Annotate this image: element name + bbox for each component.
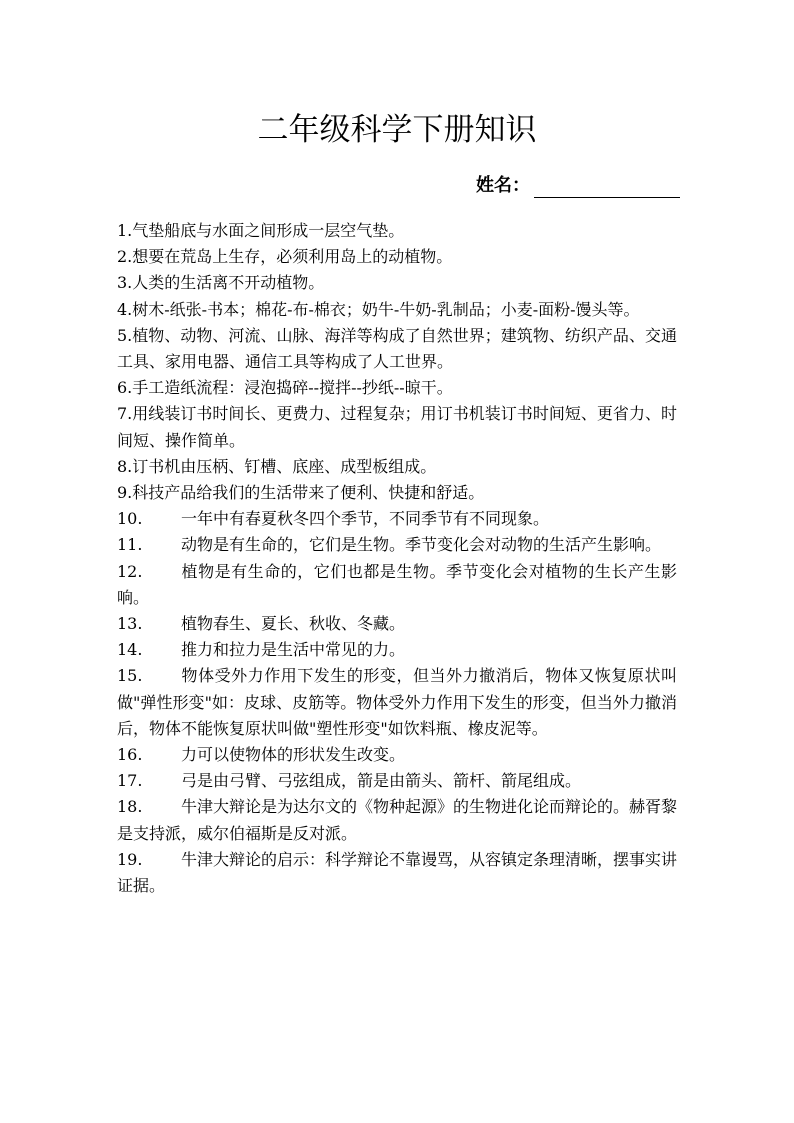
name-label: 姓名： — [476, 175, 530, 196]
item-number: 14. — [117, 640, 143, 660]
name-blank-line[interactable] — [534, 175, 680, 198]
item-text: 手工造纸流程：浸泡捣碎--搅拌--抄纸--晾干。 — [132, 378, 453, 398]
item-number: 11. — [117, 535, 143, 555]
list-item — [117, 794, 677, 846]
item-number: 16. — [117, 745, 143, 765]
item-text: 弓是由弓臂、弓弦组成，箭是由箭头、箭杆、箭尾组成。 — [181, 771, 582, 791]
list-item — [117, 532, 677, 558]
list-item — [117, 270, 677, 296]
item-text: 牛津大辩论是为达尔文的《物种起源》的生物进化论而辩论的。赫胥黎是支持派，威尔伯福斯是反对派。 — [117, 797, 678, 843]
item-text: 动物是有生命的，它们是生物。季节变化会对动物的生活产生影响。 — [181, 535, 662, 555]
item-number: 3. — [117, 273, 133, 293]
item-number: 7. — [117, 404, 133, 424]
list-item — [117, 375, 677, 401]
list-item — [117, 297, 677, 323]
item-text: 推力和拉力是生活中常见的力。 — [181, 640, 406, 660]
item-text: 力可以使物体的形状发生改变。 — [181, 745, 406, 765]
item-number: 4. — [117, 299, 133, 319]
item-number: 12. — [117, 561, 143, 581]
item-text: 树木-纸张-书本；棉花-布-棉衣；奶牛-牛奶-乳制品；小麦-面粉-馒头等。 — [132, 299, 640, 319]
document-title: 二年级科学下册知识 — [257, 112, 537, 148]
item-number: 19. — [117, 849, 143, 869]
item-text: 人类的生活离不开动植物。 — [132, 273, 325, 293]
list-item — [117, 480, 677, 506]
name-field — [476, 168, 680, 198]
list-item — [117, 611, 677, 637]
item-number: 17. — [117, 771, 143, 791]
item-number: 18. — [117, 797, 143, 817]
item-text: 一年中有春夏秋冬四个季节，不同季节有不同现象。 — [181, 509, 550, 529]
item-text: 想要在荒岛上生存，必须利用岛上的动植物。 — [132, 247, 453, 267]
item-text: 物体受外力作用下发生的形变，但当外力撤消后，物体又恢复原状叫做"弹性形变"如：皮球、皮筋等。物体受外力作用下发生的形变，但当外力撤消后，物体不能恢复原状叫做"塑性形变"如饮料瓶、橡皮泥等。 — [117, 666, 677, 738]
item-number: 13. — [117, 614, 143, 634]
item-number: 5. — [117, 325, 133, 345]
item-text: 牛津大辩论的启示：科学辩论不靠谩骂，从容镇定条理清晰，摆事实讲证据。 — [117, 849, 678, 896]
item-text: 植物、动物、河流、山脉、海洋等构成了自然世界；建筑物、纺织产品、交通工具、家用电器、通信工具等构成了人工世界。 — [117, 325, 677, 372]
item-text: 气垫船底与水面之间形成一层空气垫。 — [132, 221, 405, 240]
list-item — [117, 218, 677, 244]
item-number: 1. — [117, 221, 133, 240]
item-text: 植物是有生命的，它们也都是生物。季节变化会对植物的生长产生影响。 — [117, 561, 677, 607]
item-number: 10. — [117, 509, 143, 529]
item-text: 植物春生、夏长、秋收、冬藏。 — [181, 614, 406, 634]
list-item — [117, 663, 677, 742]
list-item — [117, 506, 677, 532]
list-item — [117, 768, 677, 794]
item-text: 订书机由压柄、钉槽、底座、成型板组成。 — [132, 456, 437, 476]
list-item — [117, 637, 677, 663]
item-number: 6. — [117, 378, 133, 398]
item-text: 用线装订书时间长、更费力、过程复杂；用订书机装订书时间短、更省力、时间短、操作简单。 — [117, 404, 677, 450]
list-item — [117, 401, 677, 453]
item-number: 2. — [117, 247, 133, 267]
list-item — [117, 742, 677, 768]
item-number: 9. — [117, 483, 133, 503]
list-item — [117, 454, 677, 480]
list-item — [117, 244, 677, 270]
knowledge-list — [117, 218, 677, 899]
list-item — [117, 847, 677, 899]
list-item — [117, 559, 677, 611]
item-number: 15. — [117, 666, 143, 686]
item-number: 8. — [117, 456, 133, 476]
list-item — [117, 323, 677, 375]
item-text: 科技产品给我们的生活带来了便利、快捷和舒适。 — [132, 483, 485, 503]
